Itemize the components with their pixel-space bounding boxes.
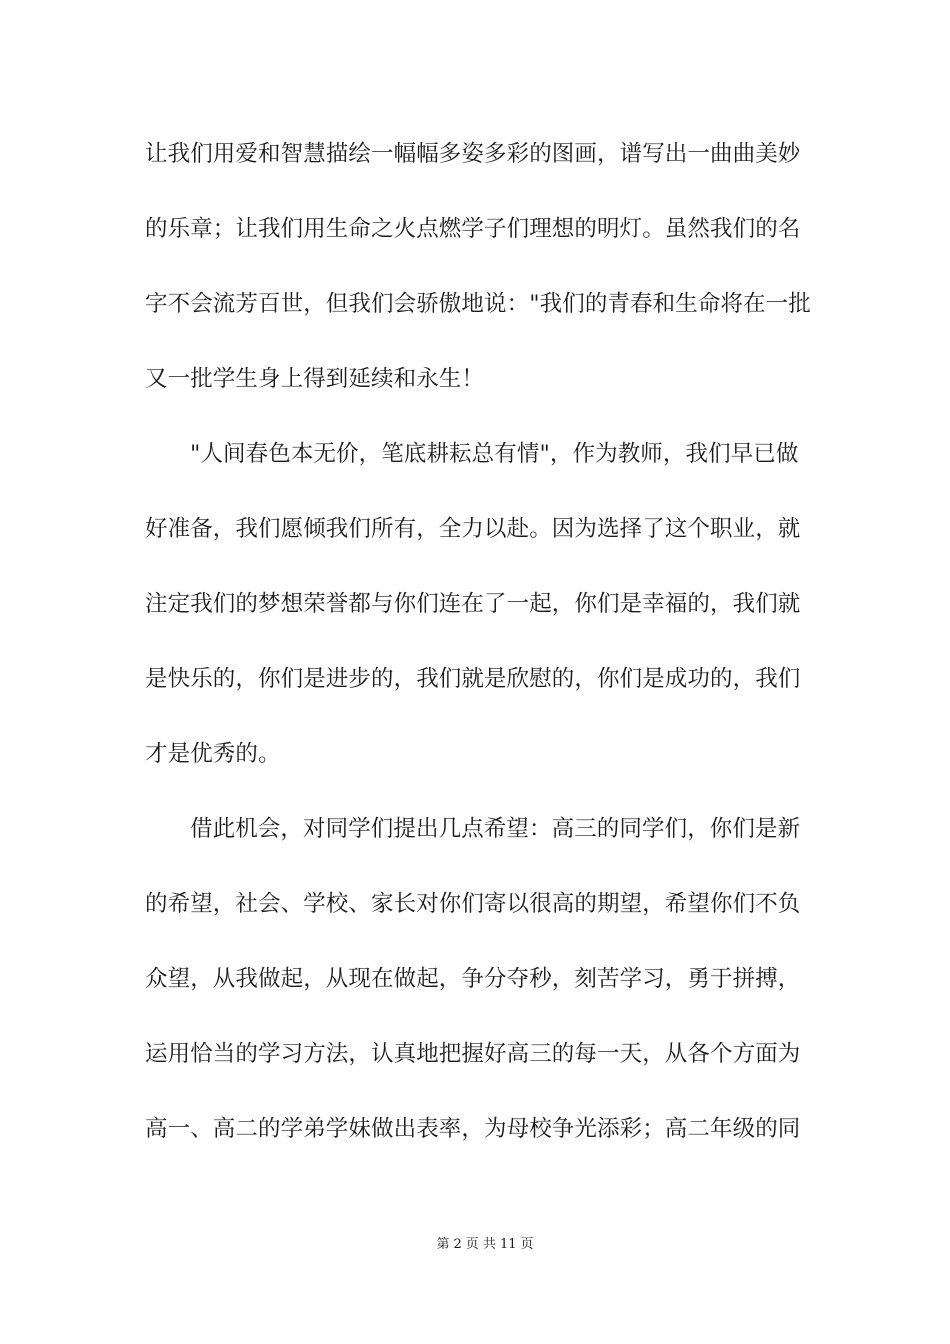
footer-total-pages: 11	[499, 1237, 517, 1252]
text-line: 注定我们的梦想荣誉都与你们连在了一起，你们是幸福的，我们就	[145, 591, 801, 617]
text-line: 字不会流芳百世，但我们会骄傲地说："我们的青春和生命将在一批	[145, 291, 811, 317]
text-line: 借此机会，对同学们提出几点希望：高三的同学们，你们是新	[190, 816, 801, 842]
text-line: 的希望，社会、学校、家长对你们寄以很高的期望，希望你们不负	[145, 891, 801, 917]
text-line: 是快乐的，你们是进步的，我们就是欣慰的，你们是成功的，我们	[145, 666, 801, 692]
footer-prefix: 第	[436, 1237, 450, 1252]
footer-current-page: 2	[453, 1237, 462, 1252]
footer-suffix: 页	[520, 1237, 534, 1252]
footer-middle: 页 共	[465, 1237, 496, 1252]
text-line: "人间春色本无价，笔底耕耘总有情"，作为教师，我们早已做	[190, 441, 799, 467]
page-footer	[0, 1236, 950, 1254]
text-line: 的乐章；让我们用生命之火点燃学子们理想的明灯。虽然我们的名	[145, 216, 801, 242]
text-line: 又一批学生身上得到延续和永生！	[145, 366, 485, 392]
text-line: 好准备，我们愿倾我们所有，全力以赴。因为选择了这个职业，就	[145, 516, 801, 542]
text-line: 高一、高二的学弟学妹做出表率，为母校争光添彩；高二年级的同	[145, 1116, 801, 1142]
text-line: 众望，从我做起，从现在做起，争分夺秒，刻苦学习，勇于拼搏，	[145, 966, 801, 992]
text-line: 让我们用爱和智慧描绘一幅幅多姿多彩的图画，谱写出一曲曲美妙	[145, 141, 801, 167]
text-line: 运用恰当的学习方法，认真地把握好高三的每一天，从各个方面为	[145, 1041, 801, 1067]
text-line: 才是优秀的。	[145, 741, 281, 767]
